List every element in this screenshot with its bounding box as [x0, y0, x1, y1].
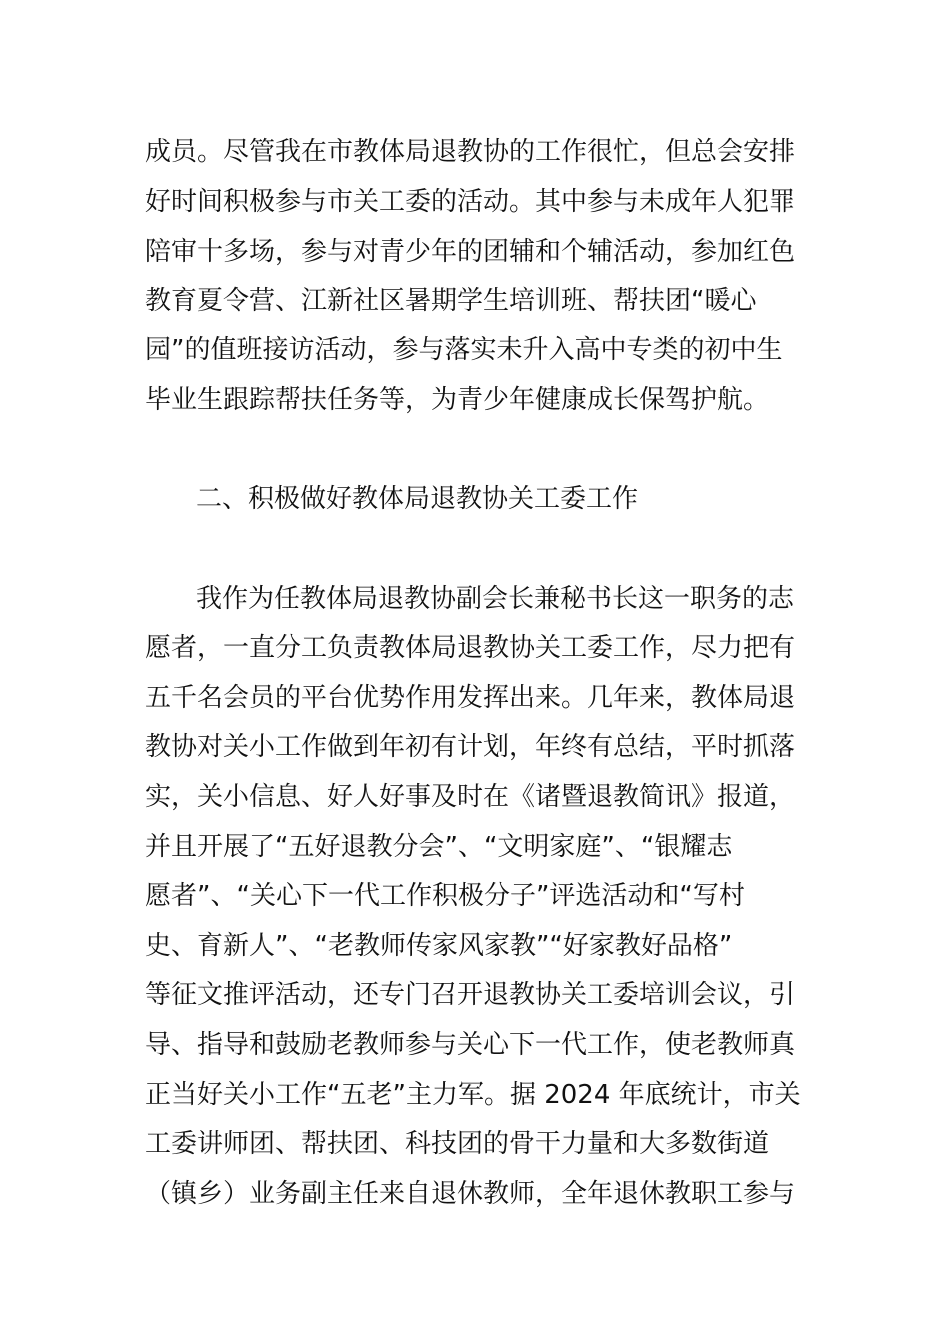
paragraph1-line-1: 成员。尽管我在市教体局退教协的工作很忙，但总会安排	[145, 137, 796, 167]
paragraph2-line-1: 我作为任教体局退教协副会长兼秘书长这一职务的志	[196, 584, 795, 614]
paragraph2-line-2: 愿者，一直分工负责教体局退教协关工委工作，尽力把有	[145, 633, 796, 663]
paragraph1-line-2: 好时间积极参与市关工委的活动。其中参与未成年人犯罪	[145, 187, 796, 217]
paragraph1-line-5: 园”的值班接访活动，参与落实未升入高中专类的初中生	[145, 335, 783, 365]
paragraph2-line-11: 正当好关小工作“五老”主力军。据 2024 年底统计，市关	[145, 1080, 801, 1110]
paragraph2-line-10: 导、指导和鼓励老教师参与关心下一代工作，使老教师真	[145, 1030, 796, 1060]
paragraph1-line-4: 教育夏令营、江新社区暑期学生培训班、帮扶团“暖心	[145, 286, 757, 316]
paragraph2-line-7: 愿者”、“关心下一代工作积极分子”评选活动和“写村	[145, 881, 745, 911]
paragraph2-line-9: 等征文推评活动，还专门召开退教协关工委培训会议，引	[145, 980, 796, 1010]
paragraph2-line-8: 史、育新人”、“老教师传家风家教”“好家教好品格”	[145, 931, 733, 961]
paragraph1-line-3: 陪审十多场，参与对青少年的团辅和个辅活动，参加红色	[145, 237, 796, 267]
paragraph2-line-5: 实，关小信息、好人好事及时在《诸暨退教简讯》报道，	[145, 782, 796, 812]
paragraph2-line-6: 并且开展了“五好退教分会”、“文明家庭”、“银耀志	[145, 832, 733, 862]
paragraph1-line-6: 毕业生跟踪帮扶任务等，为青少年健康成长保驾护航。	[145, 385, 770, 415]
paragraph2-line-4: 教协对关小工作做到年初有计划，年终有总结，平时抓落	[145, 732, 796, 762]
paragraph2-line-13: （镇乡）业务副主任来自退休教师，全年退休教职工参与	[145, 1179, 796, 1209]
paragraph2-line-12: 工委讲师团、帮扶团、科技团的骨干力量和大多数街道	[145, 1129, 770, 1159]
paragraph2-line-3: 五千名会员的平台优势作用发挥出来。几年来，教体局退	[145, 683, 796, 713]
section-heading: 二、积极做好教体局退教协关工委工作	[196, 484, 639, 514]
